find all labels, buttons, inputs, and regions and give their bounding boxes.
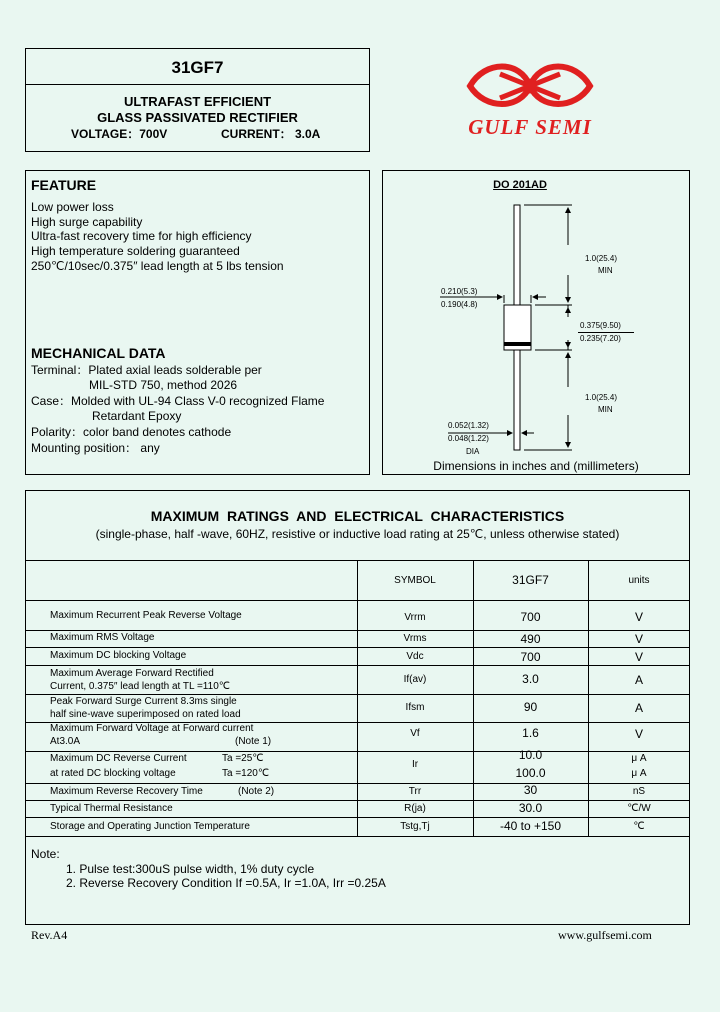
lead-dia-min: 0.048(1.22) <box>448 434 489 443</box>
logo-text: GULF SEMI <box>468 115 592 139</box>
param-trr: Maximum Reverse Recovery Time <box>50 786 203 797</box>
unit-vf: V <box>634 727 643 741</box>
cond-ir-1: Ta =25℃ <box>222 753 264 764</box>
feature-item: Low power loss <box>31 200 114 214</box>
param-vrrm: Maximum Recurrent Peak Reverse Voltage <box>50 610 242 621</box>
body-dia-min: 0.190(4.8) <box>441 300 478 309</box>
voltage-rating: VOLTAGE：700V <box>71 127 168 141</box>
value-rja: 30.0 <box>518 801 543 815</box>
col-units: units <box>628 575 650 586</box>
feature-item: High surge capability <box>31 215 143 229</box>
notes-heading: Note: <box>31 847 60 861</box>
unit-rja: ℃/W <box>627 803 651 814</box>
unit-vdc: V <box>634 650 643 664</box>
symbol-rja: R(ja) <box>404 803 426 814</box>
mechanical-line: Retardant Epoxy <box>92 409 182 423</box>
note-item: 2. Reverse Recovery Condition If =0.5A, Ir =1.0A, Irr =0.25A <box>66 876 386 890</box>
value-vdc: 700 <box>520 650 541 664</box>
param-ifsm-1: Peak Forward Surge Current 8.3ms single <box>50 696 237 707</box>
unit-ifsm: A <box>634 701 643 715</box>
unit-tstg: ℃ <box>633 821 645 832</box>
param-rja: Typical Thermal Resistance <box>50 803 173 814</box>
feature-item: Ultra-fast recovery time for high efficiency <box>31 229 252 243</box>
body-len-min: 0.235(7.20) <box>580 334 621 343</box>
mechanical-line: Case：Molded with UL-94 Class V-0 recognized Flame <box>31 394 325 408</box>
note-trr: (Note 2) <box>238 786 275 797</box>
symbol-vrms: Vrms <box>403 633 427 644</box>
value-vrrm: 700 <box>520 610 541 624</box>
body-dia-max: 0.210(5.3) <box>441 287 478 296</box>
param-tstg: Storage and Operating Junction Temperature <box>50 821 250 832</box>
feature-item: 250℃/10sec/0.375″ lead length at 5 lbs tension <box>31 259 284 273</box>
unit-vrrm: V <box>634 610 643 624</box>
param-ifsm-2: half sine-wave superimposed on rated load <box>50 709 241 720</box>
symbol-ifsm: Ifsm <box>405 702 425 713</box>
value-ifsm: 90 <box>523 700 538 714</box>
value-vrms: 490 <box>520 632 541 646</box>
col-part: 31GF7 <box>512 573 549 587</box>
symbol-ir: Ir <box>411 759 419 770</box>
mechanical-line: Terminal：Plated axial leads solderable per <box>31 363 262 377</box>
mechanical-line: Mounting position： any <box>31 441 160 455</box>
param-vf-1: Maximum Forward Voltage at Forward current <box>50 723 254 734</box>
symbol-vf: Vf <box>410 728 420 739</box>
unit-ir-1: μ A <box>631 753 647 764</box>
param-vrms: Maximum RMS Voltage <box>50 632 155 643</box>
unit-trr: nS <box>632 786 646 797</box>
part-number: 31GF7 <box>171 58 224 77</box>
symbol-tstg: Tstg,Tj <box>400 821 430 832</box>
mechanical-heading: MECHANICAL DATA <box>31 345 166 361</box>
footer-url: www.gulfsemi.com <box>558 928 652 942</box>
note-vf: (Note 1) <box>235 736 272 747</box>
cond-ir-2: Ta =120℃ <box>222 768 270 779</box>
value-ir-1: 10.0 <box>518 748 543 762</box>
value-ir-2: 100.0 <box>515 766 546 780</box>
unit-ir-2: μ A <box>631 768 647 779</box>
param-ir-2: at rated DC blocking voltage <box>50 768 176 779</box>
mechanical-line: MIL-STD 750, method 2026 <box>89 378 238 392</box>
ratings-heading: MAXIMUM RATINGS AND ELECTRICAL CHARACTERISTICS <box>150 508 565 524</box>
title-line2: GLASS PASSIVATED RECTIFIER <box>97 110 298 125</box>
param-vf-2: At3.0A <box>50 736 81 747</box>
lead-bottom-length: 1.0(25.4) <box>585 393 618 402</box>
symbol-vdc: Vdc <box>406 651 424 662</box>
footer-rev: Rev.A4 <box>31 928 68 942</box>
title-line1: ULTRAFAST EFFICIENT <box>123 94 272 109</box>
symbol-vrrm: Vrrm <box>404 612 426 623</box>
param-ifav-2: Current, 0.375″ lead length at TL =110℃ <box>50 681 230 692</box>
note-item: 1. Pulse test:300uS pulse width, 1% duty cycle <box>66 862 315 876</box>
unit-vrms: V <box>634 632 643 646</box>
col-symbol: SYMBOL <box>394 575 436 586</box>
body-len-max: 0.375(9.50) <box>580 321 621 330</box>
lead-top-min: MIN <box>598 266 613 275</box>
unit-ifav: A <box>634 673 643 687</box>
ratings-subheading: (single-phase, half -wave, 60HZ, resistive or inductive load rating at 25℃, unless otherwise stated) <box>95 527 620 541</box>
package-caption: Dimensions in inches and (millimeters) <box>433 459 639 473</box>
gulf-semi-logo <box>440 50 620 140</box>
value-trr: 30 <box>523 783 538 797</box>
symbol-trr: Trr <box>408 786 422 797</box>
param-ir-1: Maximum DC Reverse Current <box>50 753 187 764</box>
lead-bottom-min: MIN <box>598 405 613 414</box>
current-rating: CURRENT： 3.0A <box>221 127 321 141</box>
lead-top-length: 1.0(25.4) <box>585 254 618 263</box>
value-vf: 1.6 <box>522 726 539 740</box>
mechanical-line: Polarity：color band denotes cathode <box>31 425 232 439</box>
feature-heading: FEATURE <box>31 177 97 193</box>
param-vdc: Maximum DC blocking Voltage <box>50 650 187 661</box>
symbol-ifav: If(av) <box>403 674 427 685</box>
value-tstg: -40 to +150 <box>499 819 562 833</box>
lead-dia-max: 0.052(1.32) <box>448 421 489 430</box>
value-ifav: 3.0 <box>522 672 539 686</box>
package-name: DO 201AD <box>493 179 547 191</box>
feature-item: High temperature soldering guaranteed <box>31 244 240 258</box>
param-ifav-1: Maximum Average Forward Rectified <box>50 668 214 679</box>
lead-dia-label: DIA <box>466 447 480 456</box>
